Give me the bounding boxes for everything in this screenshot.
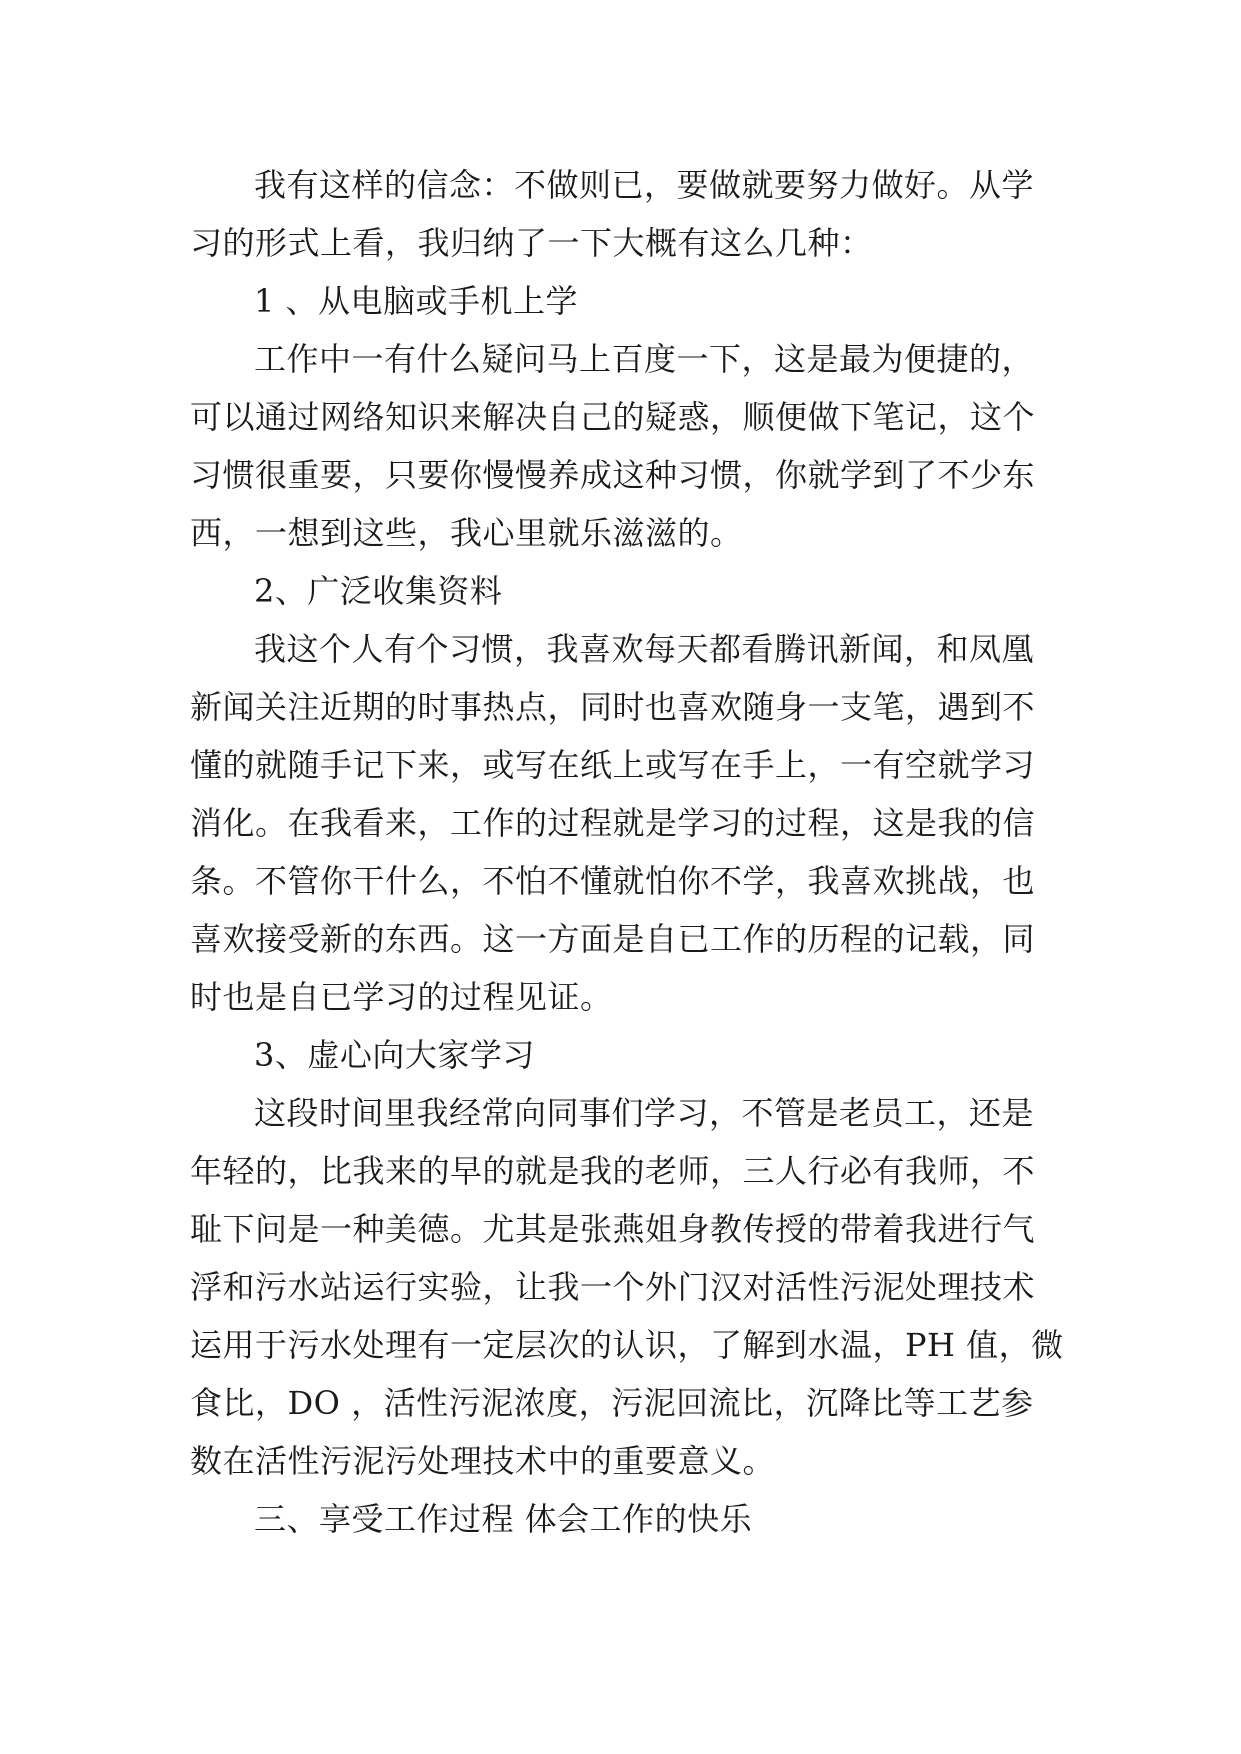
text-line: 喜欢接受新的东西。这一方面是自已工作的历程的记载，同 [190, 920, 1036, 958]
text-line: 工作中一有什么疑问马上百度一下，这是最为便捷的， [254, 340, 1035, 378]
text-line: 年轻的，比我来的早的就是我的老师，三人行必有我师，不 [190, 1152, 1036, 1190]
text-line: 条。不管你干什么，不怕不懂就怕你不学，我喜欢挑战，也 [190, 862, 1036, 900]
text-line: 食比，DO ，活性污泥浓度，污泥回流比，沉降比等工艺参 [190, 1384, 1034, 1422]
text-line: 运用于污水处理有一定层次的认识，了解到水温，PH 值，微 [190, 1326, 1064, 1364]
text-line: 可以通过网络知识来解决自己的疑惑，顺便做下笔记，这个 [190, 398, 1036, 436]
document-body [190, 156, 1064, 1548]
text-line: 习的形式上看，我归纳了一下大概有这么几种： [190, 224, 873, 262]
section-heading: 3、虚心向大家学习 [254, 1036, 535, 1074]
text-line: 西，一想到这些，我心里就乐滋滋的。 [190, 514, 743, 552]
text-line: 耻下问是一种美德。尤其是张燕姐身教传授的带着我进行气 [190, 1210, 1036, 1248]
text-line: 我这个人有个习惯，我喜欢每天都看腾讯新闻，和凤凰 [254, 630, 1035, 668]
section-heading: 1 、从电脑或手机上学 [254, 282, 579, 320]
text-line: 习惯很重要，只要你慢慢养成这种习惯，你就学到了不少东 [190, 456, 1036, 494]
text-line: 懂的就随手记下来，或写在纸上或写在手上，一有空就学习 [190, 746, 1036, 784]
text-line: 消化。在我看来，工作的过程就是学习的过程，这是我的信 [190, 804, 1036, 842]
text-line: 我有这样的信念：不做则已，要做就要努力做好。从学 [254, 166, 1035, 204]
section-heading: 2、广泛收集资料 [254, 572, 503, 610]
section-heading: 三、享受工作过程 体会工作的快乐 [254, 1500, 753, 1538]
text-line: 时也是自已学习的过程见证。 [190, 978, 613, 1016]
text-line: 新闻关注近期的时事热点，同时也喜欢随身一支笔，遇到不 [190, 688, 1036, 726]
text-line: 这段时间里我经常向同事们学习，不管是老员工，还是 [254, 1094, 1035, 1132]
text-line: 浮和污水站运行实验，让我一个外门汉对活性污泥处理技术 [190, 1268, 1036, 1306]
text-line: 数在活性污泥污处理技术中的重要意义。 [190, 1442, 776, 1480]
